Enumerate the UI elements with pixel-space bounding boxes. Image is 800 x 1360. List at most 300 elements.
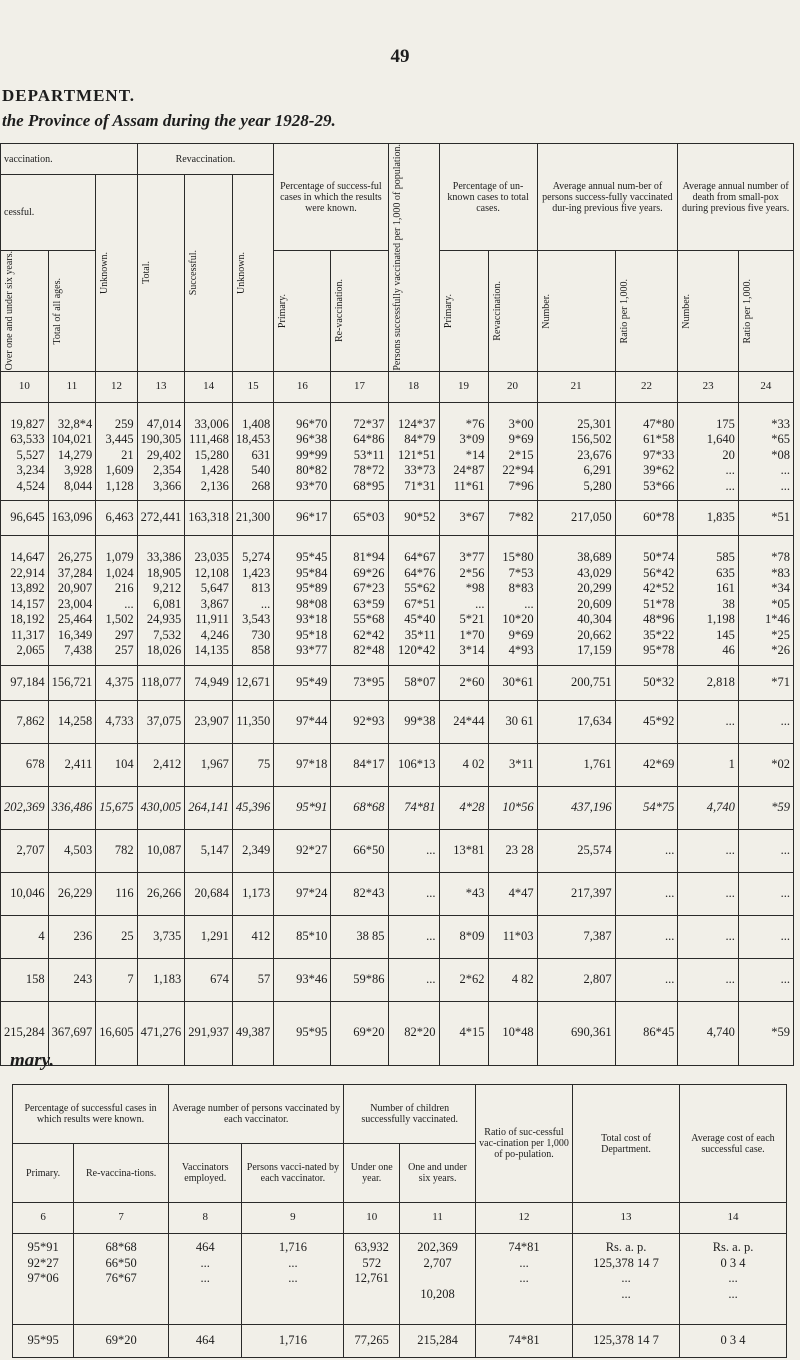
total-cell: 163,096 bbox=[48, 501, 96, 536]
total-cell: 74*81 bbox=[476, 1324, 573, 1357]
table-cell: 72*37 bbox=[353, 416, 385, 431]
summary-column bbox=[169, 1234, 242, 1325]
summary-column bbox=[13, 1234, 74, 1325]
table-cell: 18,026 bbox=[146, 643, 182, 658]
table-cell: 37,284 bbox=[57, 565, 93, 580]
table-cell: 1,024 bbox=[105, 565, 134, 580]
table-cell: *34 bbox=[771, 581, 790, 596]
table-cell bbox=[347, 1287, 396, 1303]
table-cell: 23,676 bbox=[577, 447, 612, 462]
table-cell: 23 28 bbox=[488, 829, 537, 872]
table-cell: ... bbox=[678, 700, 739, 743]
table-cell: 93*77 bbox=[296, 643, 328, 658]
table-cell: 2,707 bbox=[1, 829, 49, 872]
summary-label: mary. bbox=[10, 1050, 55, 1071]
table-cell: 6,081 bbox=[153, 596, 182, 611]
ratio2-header: Ratio per 1,000. bbox=[738, 251, 793, 371]
table-cell: 14,135 bbox=[194, 643, 229, 658]
table-cell: 1,967 bbox=[185, 743, 233, 786]
table-cell: 215,284 bbox=[1, 1001, 49, 1065]
table-cell: 7,387 bbox=[537, 915, 615, 958]
table-cell: ... bbox=[615, 829, 678, 872]
group-column bbox=[96, 536, 137, 666]
table-cell: 216 bbox=[114, 581, 134, 596]
group-column bbox=[537, 536, 615, 666]
table-cell: 95*45 bbox=[296, 550, 328, 565]
table-cell: ... bbox=[728, 1271, 738, 1285]
table-cell: ... bbox=[738, 915, 793, 958]
summary-column bbox=[74, 1234, 169, 1325]
column-number: 12 bbox=[96, 371, 137, 402]
table-cell: 20,662 bbox=[577, 627, 612, 642]
table-cell: 95*95 bbox=[274, 1001, 331, 1065]
table-cell: ... bbox=[615, 915, 678, 958]
table-cell: 45,396 bbox=[232, 786, 273, 829]
total-cell: 12,671 bbox=[232, 665, 273, 700]
table-cell: 5,147 bbox=[185, 829, 233, 872]
table-cell: 2,349 bbox=[232, 829, 273, 872]
table-cell: 57 bbox=[232, 958, 273, 1001]
table-cell: 33,386 bbox=[146, 550, 182, 565]
table-cell: 7,532 bbox=[153, 627, 182, 642]
table-cell bbox=[245, 1287, 340, 1303]
table-cell bbox=[403, 1271, 472, 1287]
total-cell: 60*78 bbox=[615, 501, 678, 536]
table-cell: 24*44 bbox=[439, 700, 488, 743]
group-column bbox=[388, 536, 439, 666]
table-cell: 75 bbox=[232, 743, 273, 786]
table-cell: 45*92 bbox=[615, 700, 678, 743]
total-cell: 4,375 bbox=[96, 665, 137, 700]
table-cell: 813 bbox=[251, 581, 271, 596]
table-cell: 10,046 bbox=[1, 872, 49, 915]
table-cell: 50*74 bbox=[643, 550, 675, 565]
column-number: 23 bbox=[678, 371, 739, 402]
total-cell: 96,645 bbox=[1, 501, 49, 536]
table-cell: 18,905 bbox=[146, 565, 182, 580]
table-cell: 86*45 bbox=[615, 1001, 678, 1065]
table-cell: 95*18 bbox=[296, 627, 328, 642]
table-cell: ... bbox=[728, 1286, 738, 1301]
table-row bbox=[1, 958, 794, 1001]
table-cell: 1 bbox=[678, 743, 739, 786]
group-column bbox=[488, 402, 537, 501]
table-cell: 63,932 bbox=[354, 1240, 389, 1254]
table-cell: 10,087 bbox=[137, 829, 185, 872]
group-column bbox=[331, 402, 388, 501]
table-cell: 42*69 bbox=[615, 743, 678, 786]
table-cell: 3,445 bbox=[105, 432, 134, 447]
summary-total-row bbox=[13, 1324, 787, 1357]
table-cell: 1,428 bbox=[200, 463, 229, 478]
table-cell: ... bbox=[388, 958, 439, 1001]
total-cell: 65*03 bbox=[331, 501, 388, 536]
table-cell: 98*08 bbox=[296, 596, 328, 611]
table-cell: 68*68 bbox=[105, 1240, 137, 1254]
table-cell: 1,173 bbox=[232, 872, 273, 915]
revaccination-header: Revaccination. bbox=[137, 144, 274, 175]
table-cell: 121*51 bbox=[398, 447, 436, 462]
table-cell: 1*46 bbox=[765, 612, 790, 627]
currency-header: Rs. a. p. bbox=[605, 1240, 647, 1254]
persons-per-1000-header: Persons successfully vaccinated per 1,000 of population. bbox=[388, 144, 439, 372]
table-cell: 62*42 bbox=[353, 627, 385, 642]
table-cell: 96*70 bbox=[296, 416, 328, 431]
table-cell: 54*75 bbox=[615, 786, 678, 829]
group-column bbox=[232, 536, 273, 666]
table-cell: 35*11 bbox=[404, 627, 436, 642]
table-cell: 18,192 bbox=[10, 612, 45, 627]
total-cell: 1,716 bbox=[242, 1324, 344, 1357]
table-cell: 430,005 bbox=[137, 786, 185, 829]
table-cell: 158 bbox=[1, 958, 49, 1001]
table-cell: 1,609 bbox=[105, 463, 134, 478]
group-total-row bbox=[1, 665, 794, 700]
group-column bbox=[439, 536, 488, 666]
table-cell: 585 bbox=[716, 550, 735, 565]
table-cell: 46 bbox=[722, 643, 735, 658]
table-cell: 3,735 bbox=[137, 915, 185, 958]
total-cell: 90*52 bbox=[388, 501, 439, 536]
table-cell: 730 bbox=[251, 627, 271, 642]
table-cell: 2,807 bbox=[537, 958, 615, 1001]
table-cell: 264,141 bbox=[185, 786, 233, 829]
column-number: 21 bbox=[537, 371, 615, 402]
table-cell: 145 bbox=[716, 627, 735, 642]
table-cell bbox=[172, 1287, 238, 1303]
group-column bbox=[388, 402, 439, 501]
table-cell bbox=[683, 1302, 783, 1318]
group-column bbox=[137, 536, 185, 666]
table-cell: 47,014 bbox=[146, 416, 182, 431]
column-number: 10 bbox=[1, 371, 49, 402]
table-cell: 2,136 bbox=[200, 478, 229, 493]
table-cell: 26,229 bbox=[48, 872, 96, 915]
table-cell: 92*27 bbox=[274, 829, 331, 872]
table-cell: 4*93 bbox=[508, 643, 534, 658]
table-cell: 1,198 bbox=[706, 612, 735, 627]
table-cell: 33,006 bbox=[194, 416, 229, 431]
vaccination-table bbox=[0, 143, 794, 1066]
pct-success2-header: Percentage of successful cases in which results were known. bbox=[13, 1085, 169, 1144]
group-rows bbox=[1, 536, 794, 666]
total-cell: 156,721 bbox=[48, 665, 96, 700]
table-cell: 19,827 bbox=[10, 416, 45, 431]
table-cell: 66*50 bbox=[331, 829, 388, 872]
table-cell: ... bbox=[738, 700, 793, 743]
column-number: 14 bbox=[680, 1203, 787, 1234]
table-cell: 2,065 bbox=[16, 643, 45, 658]
total-cell: 6,463 bbox=[96, 501, 137, 536]
table-cell: 9*69 bbox=[508, 432, 534, 447]
summary-rows bbox=[13, 1234, 787, 1325]
table-cell: 25,574 bbox=[537, 829, 615, 872]
one-six-header: One and under six years. bbox=[400, 1144, 476, 1203]
table-cell: 22*94 bbox=[502, 463, 534, 478]
column-number: 6 bbox=[13, 1203, 74, 1234]
table-cell: 464 bbox=[195, 1240, 215, 1254]
table-cell: 37,075 bbox=[137, 700, 185, 743]
table-cell: 471,276 bbox=[137, 1001, 185, 1065]
table-cell: 63*59 bbox=[353, 596, 385, 611]
persons-each-header: Persons vacci-nated by each vaccinator. bbox=[242, 1144, 344, 1203]
table-cell: 23,035 bbox=[194, 550, 229, 565]
summary-column bbox=[573, 1234, 680, 1325]
table-cell: ... bbox=[725, 463, 735, 478]
table-cell: 29,402 bbox=[146, 447, 182, 462]
table-cell: 2*62 bbox=[439, 958, 488, 1001]
table-cell: ... bbox=[288, 1271, 298, 1285]
table-row bbox=[1, 915, 794, 958]
table-cell: 38 bbox=[722, 596, 735, 611]
table-cell: 674 bbox=[185, 958, 233, 1001]
table-cell: 59*86 bbox=[331, 958, 388, 1001]
table-cell: 156,502 bbox=[571, 432, 612, 447]
total-cell: 464 bbox=[169, 1324, 242, 1357]
column-number: 19 bbox=[439, 371, 488, 402]
table-cell: 257 bbox=[114, 643, 134, 658]
vaccinators-header: Vaccinators employed. bbox=[169, 1144, 242, 1203]
table-cell: 81*94 bbox=[353, 550, 385, 565]
group-rows bbox=[1, 402, 794, 501]
table-cell: 1,640 bbox=[706, 432, 735, 447]
total-cell: 50*32 bbox=[615, 665, 678, 700]
table-cell: 11*03 bbox=[488, 915, 537, 958]
total-cell: 7*82 bbox=[488, 501, 537, 536]
number-header: Number. bbox=[537, 251, 615, 371]
table-cell: 20,907 bbox=[57, 581, 93, 596]
table-cell: 71*31 bbox=[404, 478, 436, 493]
column-number: 10 bbox=[344, 1203, 400, 1234]
total-cell: 200,751 bbox=[537, 665, 615, 700]
table-cell: 4 82 bbox=[488, 958, 537, 1001]
table-cell: 104 bbox=[96, 743, 137, 786]
table-cell: 93*70 bbox=[296, 478, 328, 493]
table-cell: 8*09 bbox=[439, 915, 488, 958]
table-cell: 5*21 bbox=[459, 612, 485, 627]
table-cell: ... bbox=[524, 596, 534, 611]
column-number: 16 bbox=[274, 371, 331, 402]
table-cell: 42*52 bbox=[643, 581, 675, 596]
group-column bbox=[185, 402, 233, 501]
table-cell: 678 bbox=[1, 743, 49, 786]
summary-table bbox=[12, 1084, 787, 1358]
table-cell: 97*18 bbox=[274, 743, 331, 786]
table-cell: 17,159 bbox=[577, 643, 612, 658]
table-cell: 35*22 bbox=[643, 627, 675, 642]
column-number: 11 bbox=[48, 371, 96, 402]
table-cell: 93*18 bbox=[296, 612, 328, 627]
table-cell: 80*82 bbox=[296, 463, 328, 478]
table-cell: ... bbox=[725, 478, 735, 493]
table-row bbox=[1, 743, 794, 786]
table-cell: 11,350 bbox=[232, 700, 273, 743]
table-cell: 61*58 bbox=[643, 432, 675, 447]
table-cell: 26,275 bbox=[57, 550, 93, 565]
total-cell: 1,835 bbox=[678, 501, 739, 536]
ratio-success-header: Ratio of suc-cessful vac-cination per 1,000 of po-pulation. bbox=[476, 1085, 573, 1203]
table-cell: 78*72 bbox=[353, 463, 385, 478]
group-column bbox=[537, 402, 615, 501]
table-cell: 7,438 bbox=[64, 643, 93, 658]
table-cell: 64*76 bbox=[404, 565, 436, 580]
table-cell: 10*56 bbox=[488, 786, 537, 829]
group-column bbox=[274, 402, 331, 501]
summary-column bbox=[680, 1234, 787, 1325]
table-cell: ... bbox=[288, 1255, 298, 1270]
table-cell: *65 bbox=[771, 432, 790, 447]
table-cell: 68*95 bbox=[353, 478, 385, 493]
table-cell: 4,246 bbox=[200, 627, 229, 642]
table-cell: 95*89 bbox=[296, 581, 328, 596]
table-cell: 13*81 bbox=[439, 829, 488, 872]
table-cell: 161 bbox=[716, 581, 735, 596]
column-number: 18 bbox=[388, 371, 439, 402]
table-cell: 64*86 bbox=[353, 432, 385, 447]
table-cell: 3*00 bbox=[508, 416, 534, 431]
table-cell: 858 bbox=[251, 643, 271, 658]
table-cell: 7*53 bbox=[508, 565, 534, 580]
table-cell: 104,021 bbox=[51, 432, 93, 447]
column-number: 8 bbox=[169, 1203, 242, 1234]
total-cell: 30*61 bbox=[488, 665, 537, 700]
over-one-header: Over one and under six years. bbox=[1, 251, 49, 371]
table-row bbox=[1, 872, 794, 915]
table-cell: 125,378 14 7 bbox=[593, 1255, 659, 1270]
table-cell: 82*20 bbox=[388, 1001, 439, 1065]
table-cell: 782 bbox=[96, 829, 137, 872]
column-number-row bbox=[13, 1203, 787, 1234]
table-cell: 3,366 bbox=[153, 478, 182, 493]
pct-unknown-header: Percentage of un-known cases to total cases. bbox=[439, 144, 537, 251]
table-cell: ... bbox=[475, 596, 485, 611]
avg-death-header: Average annual number of death from small-pox during previous five years. bbox=[678, 144, 794, 251]
group-column bbox=[615, 536, 678, 666]
column-number: 13 bbox=[573, 1203, 680, 1234]
ratio-header: Ratio per 1,000. bbox=[615, 251, 678, 371]
primary-header: Primary. bbox=[274, 251, 331, 371]
table-cell: ... bbox=[678, 872, 739, 915]
table-cell: 4*15 bbox=[439, 1001, 488, 1065]
table-cell: 25,301 bbox=[577, 416, 612, 431]
revacc3-header: Re-vaccina-tions. bbox=[74, 1144, 169, 1203]
total-cell: 97,184 bbox=[1, 665, 49, 700]
table-cell: 106*13 bbox=[388, 743, 439, 786]
total-cell: 125,378 14 7 bbox=[573, 1324, 680, 1357]
revaccination2-header: Revaccination. bbox=[488, 251, 537, 371]
table-cell: 236 bbox=[48, 915, 96, 958]
table-cell: 336,486 bbox=[48, 786, 96, 829]
table-cell: 1*70 bbox=[459, 627, 485, 642]
table-cell: ... bbox=[678, 915, 739, 958]
table-cell: 12,108 bbox=[194, 565, 229, 580]
table-cell: 175 bbox=[716, 416, 735, 431]
table-cell: *33 bbox=[771, 416, 790, 431]
total-cell: *71 bbox=[738, 665, 793, 700]
table-cell: 11,317 bbox=[10, 627, 45, 642]
table-cell: 268 bbox=[251, 478, 271, 493]
table-cell: ... bbox=[388, 915, 439, 958]
table-cell: 1,079 bbox=[105, 550, 134, 565]
group-total-row bbox=[1, 501, 794, 536]
total-cell: 272,441 bbox=[137, 501, 185, 536]
table-cell: 53*66 bbox=[643, 478, 675, 493]
table-cell: 38 85 bbox=[331, 915, 388, 958]
table-row bbox=[1, 700, 794, 743]
table-cell: 11*61 bbox=[453, 478, 485, 493]
page-subtitle: the Province of Assam during the year 1928-29. bbox=[2, 111, 336, 130]
table-cell: *26 bbox=[771, 643, 790, 658]
total-all-ages-header: Total of all ages. bbox=[48, 251, 96, 371]
table-cell: 5,274 bbox=[242, 550, 271, 565]
table-cell: *83 bbox=[771, 565, 790, 580]
group-column bbox=[738, 536, 793, 666]
table-cell: 49,387 bbox=[232, 1001, 273, 1065]
group-column bbox=[678, 402, 739, 501]
table-cell: 68*68 bbox=[331, 786, 388, 829]
under-one-header: Under one year. bbox=[344, 1144, 400, 1203]
table-cell: 55*62 bbox=[404, 581, 436, 596]
table-cell: 47*80 bbox=[643, 416, 675, 431]
table-cell: ... bbox=[519, 1271, 529, 1285]
total-cell: 0 3 4 bbox=[680, 1324, 787, 1357]
table-cell: 8*83 bbox=[508, 581, 534, 596]
table-cell: 20 bbox=[722, 447, 735, 462]
table-cell: 15*80 bbox=[502, 550, 534, 565]
table-cell: ... bbox=[780, 463, 790, 478]
table-cell: *59 bbox=[738, 1001, 793, 1065]
table-cell: 4,733 bbox=[96, 700, 137, 743]
table-cell: 69*26 bbox=[353, 565, 385, 580]
table-cell: 92*27 bbox=[27, 1255, 59, 1270]
table-cell: 95*91 bbox=[274, 786, 331, 829]
table-cell: 4,503 bbox=[48, 829, 96, 872]
primary2-header: Primary. bbox=[439, 251, 488, 371]
column-number: 9 bbox=[242, 1203, 344, 1234]
table-cell: 635 bbox=[716, 565, 735, 580]
table-cell: 76*67 bbox=[105, 1271, 137, 1285]
table-row bbox=[1, 1001, 794, 1065]
table-cell: 84*79 bbox=[404, 432, 436, 447]
table-cell: *76 bbox=[465, 416, 485, 431]
table-cell: 20,609 bbox=[577, 596, 612, 611]
column-number: 15 bbox=[232, 371, 273, 402]
column-number: 17 bbox=[331, 371, 388, 402]
table-cell: 14,279 bbox=[57, 447, 93, 462]
table-cell bbox=[479, 1287, 569, 1303]
successful-header: Successful. bbox=[185, 175, 233, 372]
table-cell: 93*46 bbox=[274, 958, 331, 1001]
table-cell: 97*06 bbox=[27, 1271, 59, 1285]
table-cell: 69*20 bbox=[331, 1001, 388, 1065]
table-cell: *05 bbox=[771, 596, 790, 611]
table-cell: 96*38 bbox=[296, 432, 328, 447]
table-cell: 95*91 bbox=[27, 1240, 59, 1254]
table-cell: 1,128 bbox=[105, 478, 134, 493]
table-cell: 4,740 bbox=[678, 786, 739, 829]
table-cell: 12,761 bbox=[354, 1271, 389, 1285]
table-cell: 39*62 bbox=[643, 463, 675, 478]
table-row bbox=[1, 786, 794, 829]
table-cell: ... bbox=[621, 1271, 631, 1285]
avg-cost-header: Average cost of each successful case. bbox=[680, 1085, 787, 1203]
table-cell: 82*43 bbox=[331, 872, 388, 915]
table-cell: 5,527 bbox=[16, 447, 45, 462]
table-cell: ... bbox=[780, 478, 790, 493]
column-number: 7 bbox=[74, 1203, 169, 1234]
group-column bbox=[678, 536, 739, 666]
group-column bbox=[185, 536, 233, 666]
